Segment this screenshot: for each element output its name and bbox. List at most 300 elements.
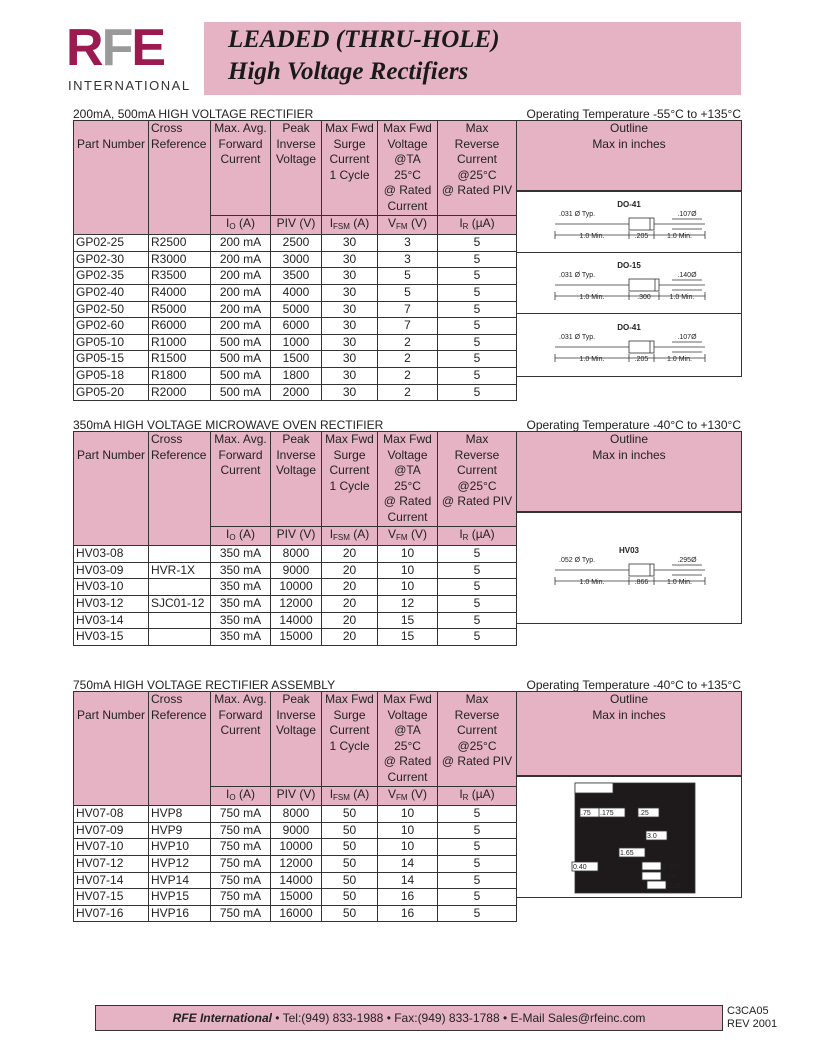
- outline-diagram: [517, 776, 741, 897]
- forward-voltage: 2: [378, 334, 438, 351]
- unit-cell: [438, 526, 517, 546]
- peak-inverse-voltage: 6000: [271, 318, 322, 335]
- cross-reference: HVP14: [149, 872, 211, 889]
- table-row: [74, 629, 517, 646]
- surge-current: 30: [322, 384, 378, 401]
- surge-current: 20: [322, 546, 378, 563]
- dimension-label: .031 Ø Typ.: [559, 211, 596, 218]
- cross-reference: R6000: [149, 318, 211, 335]
- outline-header: [517, 121, 741, 191]
- table-row: [74, 595, 517, 612]
- cross-reference: R4000: [149, 284, 211, 301]
- peak-inverse-voltage: 5000: [271, 301, 322, 318]
- part-number: GP02-40: [74, 284, 149, 301]
- package-drawing: [517, 513, 741, 623]
- unit-subscript: R: [462, 532, 469, 542]
- table-row: [74, 905, 517, 922]
- dimension-label: 1.0 Min.: [667, 233, 692, 240]
- part-number: HV03-09: [74, 562, 149, 579]
- dimension-label: .205: [634, 233, 649, 240]
- unit-cell: [211, 215, 271, 235]
- cross-reference: HVP15: [149, 889, 211, 906]
- peak-inverse-voltage: 3500: [271, 268, 322, 285]
- column-header: Max. Avg. Forward Current: [211, 121, 271, 216]
- package-drawing: [517, 192, 741, 252]
- cross-reference: [149, 546, 211, 563]
- forward-current: 350 mA: [211, 579, 271, 596]
- part-number: HV03-10: [74, 579, 149, 596]
- peak-inverse-voltage: 15000: [271, 629, 322, 646]
- unit-symbol: I: [226, 786, 230, 801]
- forward-current: 200 mA: [211, 268, 271, 285]
- dimension-label: 3.0: [647, 833, 657, 840]
- column-header: Peak Inverse Voltage: [271, 692, 322, 787]
- peak-inverse-voltage: 12000: [271, 855, 322, 872]
- package-drawing: [517, 777, 741, 897]
- dimension-label: 0.75: [662, 874, 676, 881]
- unit-cell: [322, 215, 378, 235]
- unit-text: (A): [235, 526, 255, 541]
- outline-units: Max in inches: [592, 707, 666, 722]
- part-number: GP02-60: [74, 318, 149, 335]
- cross-reference: R1800: [149, 367, 211, 384]
- column-header: Part Number: [74, 692, 149, 806]
- forward-voltage: 16: [378, 889, 438, 906]
- dimension-label: 1.0 Min.: [667, 579, 692, 586]
- surge-current: 30: [322, 284, 378, 301]
- unit-cell: [211, 786, 271, 806]
- part-number: GP02-35: [74, 268, 149, 285]
- cross-reference: HVP12: [149, 855, 211, 872]
- part-number: HV07-16: [74, 905, 149, 922]
- dimension-label: 1.0 Min.: [579, 233, 605, 240]
- reverse-current: 5: [438, 235, 517, 252]
- forward-current: 500 mA: [211, 384, 271, 401]
- unit-cell: [378, 215, 438, 235]
- table-row: [74, 612, 517, 629]
- forward-voltage: 2: [378, 367, 438, 384]
- surge-current: 50: [322, 839, 378, 856]
- cross-reference: [149, 612, 211, 629]
- reverse-current: 5: [438, 839, 517, 856]
- unit-subscript: FM: [396, 532, 408, 542]
- reverse-current: 5: [438, 318, 517, 335]
- rfe-logo: RFE INTERNATIONAL: [66, 19, 191, 93]
- surge-current: 20: [322, 579, 378, 596]
- table-row: [74, 235, 517, 252]
- peak-inverse-voltage: 1500: [271, 351, 322, 368]
- cross-reference: R2000: [149, 384, 211, 401]
- column-header: Cross Reference: [149, 692, 211, 806]
- unit-cell: [438, 786, 517, 806]
- surge-current: 20: [322, 562, 378, 579]
- unit-subscript: R: [462, 792, 469, 802]
- unit-text: (V): [407, 526, 427, 541]
- surge-current: 20: [322, 629, 378, 646]
- part-number: HV03-15: [74, 629, 149, 646]
- column-header: Max Fwd Surge Current 1 Cycle: [322, 692, 378, 787]
- unit-text: (µA): [468, 526, 495, 541]
- header-row: [74, 692, 517, 787]
- diode-body: [629, 279, 659, 291]
- forward-current: 350 mA: [211, 546, 271, 563]
- unit-text: (A): [349, 526, 370, 541]
- unit-subscript: R: [462, 221, 469, 231]
- surge-current: 30: [322, 301, 378, 318]
- reverse-current: 5: [438, 595, 517, 612]
- dimension-label: 1.65: [620, 850, 634, 857]
- part-number: HV07-08: [74, 806, 149, 823]
- reverse-current: 5: [438, 872, 517, 889]
- reverse-current: 5: [438, 562, 517, 579]
- column-header: Max Fwd Voltage @TA 25°C @ Rated Current: [378, 121, 438, 216]
- unit-text: (A): [235, 786, 255, 801]
- table-row: [74, 889, 517, 906]
- dimension-label: .107Ø: [677, 334, 697, 341]
- spec-table: [73, 120, 517, 401]
- dimension-label: HV03: [618, 546, 640, 555]
- surge-current: 30: [322, 251, 378, 268]
- cross-reference: R2500: [149, 235, 211, 252]
- peak-inverse-voltage: 15000: [271, 889, 322, 906]
- unit-subscript: FSM: [333, 221, 350, 231]
- peak-inverse-voltage: 1000: [271, 334, 322, 351]
- column-header: Peak Inverse Voltage: [271, 432, 322, 527]
- table-row: [74, 301, 517, 318]
- outline-panel: [516, 691, 742, 898]
- reverse-current: 5: [438, 351, 517, 368]
- dimension-label: 1.0 Min.: [667, 356, 692, 363]
- forward-current: 750 mA: [211, 889, 271, 906]
- reverse-current: 5: [438, 629, 517, 646]
- dimension-label: 0.25: [667, 883, 681, 890]
- peak-inverse-voltage: 9000: [271, 562, 322, 579]
- dimension-label: 1.0 Min.: [579, 579, 605, 586]
- unit-text: (A): [349, 786, 370, 801]
- part-number: HV07-14: [74, 872, 149, 889]
- forward-current: 750 mA: [211, 872, 271, 889]
- footer-bar: [95, 1005, 723, 1031]
- unit-cell: [378, 526, 438, 546]
- unit-subscript: O: [229, 221, 236, 231]
- peak-inverse-voltage: 14000: [271, 872, 322, 889]
- forward-current: 350 mA: [211, 562, 271, 579]
- forward-current: 750 mA: [211, 806, 271, 823]
- part-number: GP02-50: [74, 301, 149, 318]
- forward-current: 750 mA: [211, 905, 271, 922]
- column-header: Cross Reference: [149, 432, 211, 546]
- dimension-label: .052 Ø Typ.: [559, 557, 596, 564]
- unit-symbol: V: [388, 526, 397, 541]
- column-header: Part Number: [74, 432, 149, 546]
- column-header: Cross Reference: [149, 121, 211, 235]
- dimension-label: .300: [637, 294, 651, 301]
- unit-symbol: I: [329, 215, 334, 230]
- surge-current: 20: [322, 612, 378, 629]
- forward-voltage: 10: [378, 579, 438, 596]
- peak-inverse-voltage: 12000: [271, 595, 322, 612]
- forward-current: 200 mA: [211, 284, 271, 301]
- column-header: Max Fwd Surge Current 1 Cycle: [322, 121, 378, 216]
- reverse-current: 5: [438, 268, 517, 285]
- outline-units: Max in inches: [592, 136, 666, 151]
- header-row: [74, 121, 517, 216]
- unit-symbol: I: [459, 526, 463, 541]
- unit-text: (V): [407, 215, 427, 230]
- dimension-label: 0.395: [662, 864, 680, 871]
- operating-temperature: Operating Temperature -55°C to +135°C: [526, 107, 741, 121]
- unit-symbol: V: [388, 786, 397, 801]
- forward-voltage: 2: [378, 384, 438, 401]
- forward-current: 500 mA: [211, 351, 271, 368]
- cross-reference: HVP8: [149, 806, 211, 823]
- unit-symbol: I: [329, 526, 334, 541]
- table-row: [74, 855, 517, 872]
- part-number: GP05-10: [74, 334, 149, 351]
- section-title: 200mA, 500mA HIGH VOLTAGE RECTIFIER: [73, 107, 314, 121]
- dimension-label: 1.0 Min.: [579, 356, 605, 363]
- peak-inverse-voltage: 1800: [271, 367, 322, 384]
- unit-symbol: I: [459, 215, 463, 230]
- assembly-drawing: [575, 783, 695, 893]
- outline-panel: [516, 120, 742, 377]
- unit-subscript: FM: [396, 792, 408, 802]
- package-drawing: [517, 253, 741, 313]
- surge-current: 50: [322, 822, 378, 839]
- outline-label: Outline: [609, 121, 649, 135]
- reverse-current: 5: [438, 806, 517, 823]
- table-row: [74, 268, 517, 285]
- title-line-2: High Voltage Rectifiers: [228, 58, 469, 85]
- unit-text: (A): [235, 215, 255, 230]
- part-number: HV07-12: [74, 855, 149, 872]
- surge-current: 30: [322, 351, 378, 368]
- dimension-label: .031 Ø Typ.: [559, 272, 596, 279]
- cross-reference: HVP16: [149, 905, 211, 922]
- reverse-current: 5: [438, 612, 517, 629]
- operating-temperature: Operating Temperature -40°C to +135°C: [526, 678, 741, 692]
- cross-reference: HVR-1X: [149, 562, 211, 579]
- forward-voltage: 2: [378, 351, 438, 368]
- table-row: [74, 334, 517, 351]
- forward-voltage: 3: [378, 251, 438, 268]
- table-row: [74, 367, 517, 384]
- table-row: [74, 806, 517, 823]
- peak-inverse-voltage: 8000: [271, 546, 322, 563]
- dimension-label: .031 Ø Typ.: [559, 334, 596, 341]
- peak-inverse-voltage: 9000: [271, 822, 322, 839]
- surge-current: 50: [322, 872, 378, 889]
- unit-subscript: FSM: [333, 532, 350, 542]
- surge-current: 50: [322, 806, 378, 823]
- peak-inverse-voltage: 2000: [271, 384, 322, 401]
- part-number: HV07-15: [74, 889, 149, 906]
- forward-current: 750 mA: [211, 855, 271, 872]
- surge-current: 50: [322, 905, 378, 922]
- table-row: [74, 562, 517, 579]
- dimension-label: .140Ø: [677, 272, 697, 279]
- spec-table: [73, 431, 517, 646]
- outline-diagram: [517, 512, 741, 623]
- doc-code: [727, 1005, 777, 1031]
- table-row: [74, 872, 517, 889]
- outline-units: Max in inches: [592, 447, 666, 462]
- surge-current: 30: [322, 235, 378, 252]
- part-number: HV07-09: [74, 822, 149, 839]
- surge-current: 20: [322, 595, 378, 612]
- column-header: Max Fwd Surge Current 1 Cycle: [322, 432, 378, 527]
- column-header: Part Number: [74, 121, 149, 235]
- unit-symbol: PIV (V): [276, 526, 316, 541]
- outline-diagram: [517, 191, 741, 252]
- part-number: GP05-15: [74, 351, 149, 368]
- peak-inverse-voltage: 16000: [271, 905, 322, 922]
- unit-subscript: FSM: [333, 792, 350, 802]
- dimension-label: 1.0 Min.: [669, 294, 695, 301]
- part-number: HV03-14: [74, 612, 149, 629]
- forward-voltage: 10: [378, 822, 438, 839]
- table-row: [74, 839, 517, 856]
- forward-voltage: 10: [378, 806, 438, 823]
- surge-current: 30: [322, 268, 378, 285]
- cross-reference: R3000: [149, 251, 211, 268]
- dimension-label: DO-41: [617, 200, 641, 209]
- column-header: Max Fwd Voltage @TA 25°C @ Rated Current: [378, 692, 438, 787]
- part-number: GP05-20: [74, 384, 149, 401]
- column-header: Max. Avg. Forward Current: [211, 692, 271, 787]
- dimension-label: 1.0 Min.: [579, 294, 605, 301]
- unit-cell: [438, 215, 517, 235]
- forward-voltage: 7: [378, 301, 438, 318]
- outline-label: Outline: [609, 692, 649, 706]
- cross-reference: [149, 629, 211, 646]
- table-row: [74, 318, 517, 335]
- part-number: HV03-08: [74, 546, 149, 563]
- unit-text: (µA): [468, 215, 495, 230]
- outline-label: Outline: [609, 432, 649, 446]
- unit-cell: [271, 526, 322, 546]
- peak-inverse-voltage: 10000: [271, 839, 322, 856]
- table-row: [74, 546, 517, 563]
- peak-inverse-voltage: 10000: [271, 579, 322, 596]
- forward-voltage: 14: [378, 855, 438, 872]
- cross-reference: HVP10: [149, 839, 211, 856]
- table-row: [74, 284, 517, 301]
- peak-inverse-voltage: 4000: [271, 284, 322, 301]
- forward-voltage: 5: [378, 284, 438, 301]
- reverse-current: 5: [438, 889, 517, 906]
- forward-voltage: 16: [378, 905, 438, 922]
- column-header: Max. Avg. Forward Current: [211, 432, 271, 527]
- reverse-current: 5: [438, 822, 517, 839]
- table-row: [74, 579, 517, 596]
- unit-cell: [271, 786, 322, 806]
- forward-current: 500 mA: [211, 334, 271, 351]
- column-header: Max Fwd Voltage @TA 25°C @ Rated Current: [378, 432, 438, 527]
- outline-header: [517, 432, 741, 512]
- cross-reference: [149, 579, 211, 596]
- unit-symbol: I: [226, 215, 230, 230]
- doc-revision: REV 2001: [727, 1018, 778, 1030]
- cross-reference: R3500: [149, 268, 211, 285]
- cross-reference: R5000: [149, 301, 211, 318]
- forward-current: 750 mA: [211, 822, 271, 839]
- forward-current: 350 mA: [211, 612, 271, 629]
- part-number: GP02-30: [74, 251, 149, 268]
- reverse-current: 5: [438, 546, 517, 563]
- outline-diagram: [517, 252, 741, 313]
- unit-subscript: FM: [396, 221, 408, 231]
- spec-table: [73, 691, 517, 922]
- table-row: [74, 251, 517, 268]
- dimension-label: DO-41: [617, 323, 641, 332]
- column-header: Max Reverse Current @25°C @ Rated PIV: [438, 692, 517, 787]
- forward-current: 200 mA: [211, 235, 271, 252]
- surge-current: 50: [322, 889, 378, 906]
- drawing-notch: [575, 783, 613, 793]
- forward-current: 200 mA: [211, 318, 271, 335]
- outline-panel: [516, 431, 742, 624]
- column-header: Max Reverse Current @25°C @ Rated PIV: [438, 121, 517, 216]
- peak-inverse-voltage: 8000: [271, 806, 322, 823]
- part-number: HV07-10: [74, 839, 149, 856]
- footer-company: RFE International: [172, 1011, 272, 1025]
- footer-contact: • Tel:(949) 833-1988 • Fax:(949) 833-1788 • E-Mail Sales@rfeinc.com: [271, 1011, 646, 1025]
- cross-reference: SJC01-12: [149, 595, 211, 612]
- cross-reference: R1000: [149, 334, 211, 351]
- reverse-current: 5: [438, 905, 517, 922]
- unit-cell: [211, 526, 271, 546]
- logo-subtitle: INTERNATIONAL: [68, 78, 191, 93]
- forward-voltage: 10: [378, 839, 438, 856]
- forward-current: 750 mA: [211, 839, 271, 856]
- unit-symbol: I: [329, 786, 334, 801]
- table-row: [74, 351, 517, 368]
- doc-code-id: C3CA05: [727, 1005, 769, 1017]
- forward-voltage: 15: [378, 612, 438, 629]
- peak-inverse-voltage: 14000: [271, 612, 322, 629]
- forward-voltage: 3: [378, 235, 438, 252]
- unit-cell: [322, 526, 378, 546]
- dimension-label: .295Ø: [677, 557, 697, 564]
- reverse-current: 5: [438, 251, 517, 268]
- reverse-current: 5: [438, 855, 517, 872]
- forward-voltage: 15: [378, 629, 438, 646]
- unit-text: (A): [349, 215, 370, 230]
- dimension-label: .205: [634, 356, 649, 363]
- column-header: Peak Inverse Voltage: [271, 121, 322, 216]
- reverse-current: 5: [438, 384, 517, 401]
- section-title: 350mA HIGH VOLTAGE MICROWAVE OVEN RECTIFIER: [73, 418, 384, 432]
- title-line-1: LEADED (THRU-HOLE): [228, 26, 500, 53]
- section-title: 750mA HIGH VOLTAGE RECTIFIER ASSEMBLY: [73, 678, 336, 692]
- operating-temperature: Operating Temperature -40°C to +130°C: [526, 418, 741, 432]
- forward-voltage: 5: [378, 268, 438, 285]
- dimension-label: .866: [634, 579, 649, 586]
- forward-voltage: 10: [378, 562, 438, 579]
- reverse-current: 5: [438, 367, 517, 384]
- surge-current: 30: [322, 318, 378, 335]
- forward-voltage: 7: [378, 318, 438, 335]
- forward-current: 200 mA: [211, 301, 271, 318]
- peak-inverse-voltage: 2500: [271, 235, 322, 252]
- unit-text: (µA): [468, 786, 495, 801]
- unit-symbol: I: [459, 786, 463, 801]
- dimension-label: .75: [581, 810, 591, 817]
- outline-diagram: [517, 313, 741, 376]
- surge-current: 50: [322, 855, 378, 872]
- dimension-label: DO-15: [617, 261, 641, 270]
